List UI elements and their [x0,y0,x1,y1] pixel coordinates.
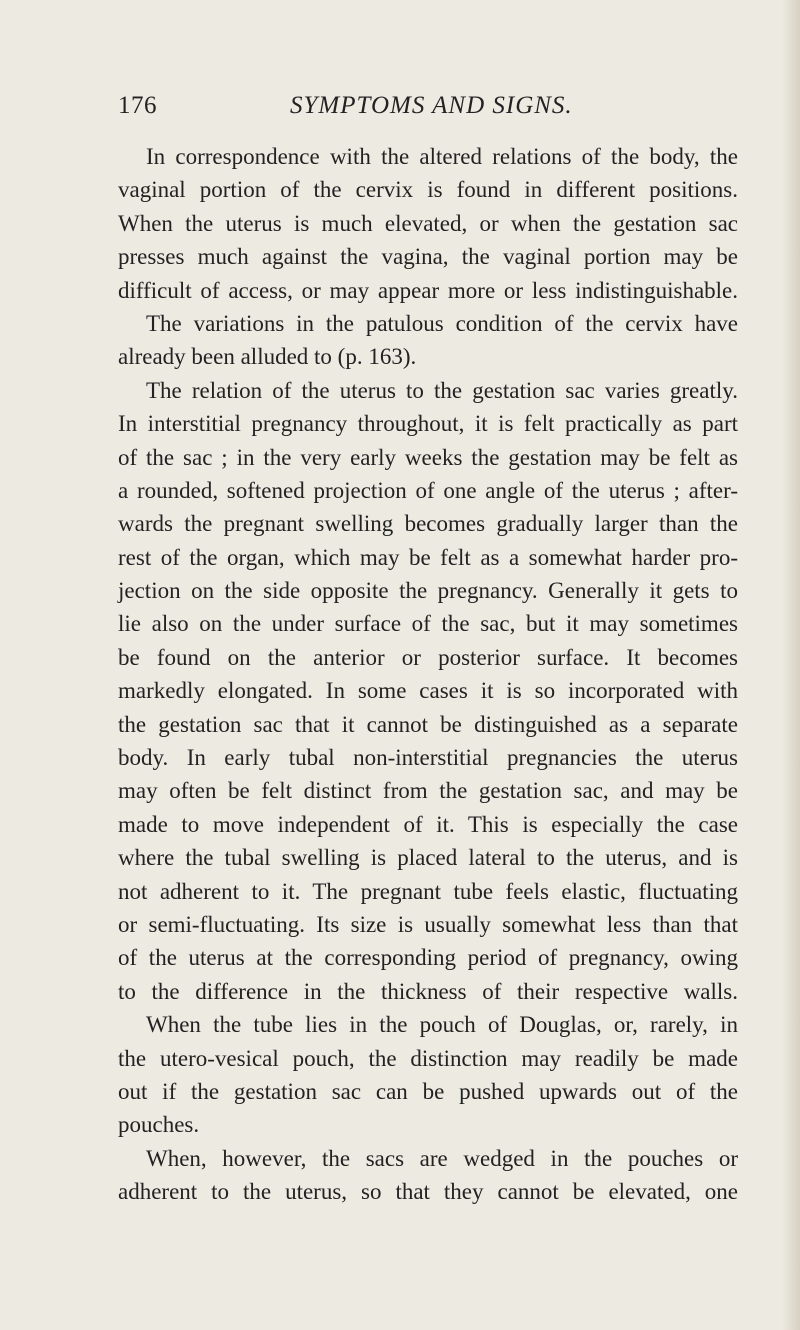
text-line: be found on the anterior or posterior surface. It becomes [118,644,738,670]
text-line: When the uterus is much elevated, or when the gestation sac [118,210,738,236]
text-line: markedly elongated. In some cases it is so incorporated with [118,678,738,704]
running-head [118,92,738,126]
text-line: to the difference in the thickness of their respective walls. [118,978,738,1004]
text-line: adherent to the uterus, so that they cannot be elevated, one [118,1179,738,1205]
text-line: rest of the organ, which may be felt as a somewhat harder pro- [118,544,738,570]
text-line: When the tube lies in the pouch of Douglas, or, rarely, in [146,1012,738,1038]
page-number: 176 [118,92,157,119]
text-line: the utero-vesical pouch, the distinction may readily be made [118,1045,738,1071]
text-line: of the uterus at the corresponding period of pregnancy, owing [118,945,738,971]
text-line: already been alluded to (p. 163). [118,344,417,370]
text-line: not adherent to it. The pregnant tube feels elastic, fluctuating [118,878,738,904]
text-line: may often be felt distinct from the gestation sac, and may be [118,778,738,804]
text-line: body. In early tubal non-interstitial pregnancies the uterus [118,745,738,771]
text-line: where the tubal swelling is placed lateral to the uterus, and is [118,845,738,871]
text-line: presses much against the vagina, the vaginal portion may be [118,244,738,270]
text-line: out if the gestation sac can be pushed upwards out of the [118,1078,738,1104]
text-line: The relation of the uterus to the gestation sac varies greatly. [146,377,738,403]
text-line: When, however, the sacs are wedged in the pouches or [146,1145,738,1171]
text-line: jection on the side opposite the pregnancy. Generally it gets to [118,578,738,604]
text-line: pouches. [118,1112,200,1138]
text-line: lie also on the under surface of the sac, but it may sometimes [118,611,738,637]
text-line: vaginal portion of the cervix is found in different positions. [118,177,738,203]
text-line: the gestation sac that it cannot be distinguished as a separate [118,711,738,737]
body-text [118,140,738,1209]
page-edge-shadow [782,0,800,1330]
text-line: of the sac ; in the very early weeks the gestation may be felt as [118,444,738,470]
text-line: In correspondence with the altered relations of the body, the [146,144,738,169]
text-line: difficult of access, or may appear more or less indistinguishable. [118,277,738,303]
text-line: a rounded, softened projection of one angle of the uterus ; after- [118,477,738,503]
text-line: made to move independent of it. This is especially the case [118,811,738,837]
text-line: wards the pregnant swelling becomes gradually larger than the [118,511,738,537]
text-line: The variations in the patulous condition of the cervix have [146,310,738,336]
text-line: or semi-fluctuating. Its size is usually somewhat less than that [118,911,738,937]
text-line: In interstitial pregnancy throughout, it is felt practically as part [118,411,738,437]
running-title: SYMPTOMS AND SIGNS. [290,92,573,119]
